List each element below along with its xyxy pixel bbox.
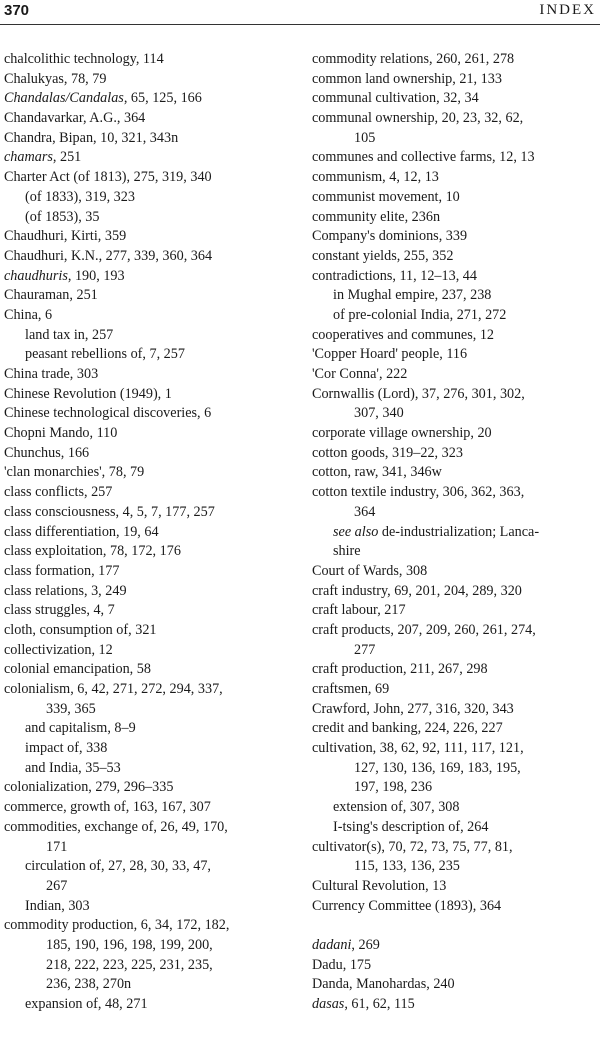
index-entry: see also de-industrialization; Lanca- [333, 523, 540, 540]
index-entry: communism, 4, 12, 13 [312, 169, 439, 186]
index-entry: China trade, 303 [4, 366, 99, 382]
index-entry: craftsmen, 69 [312, 681, 390, 697]
index-entry: Chunchus, 166 [4, 444, 90, 461]
index-entry: craft industry, 69, 201, 204, 289, 320 [312, 582, 522, 599]
index-entry: colonialism, 6, 42, 271, 272, 294, 337, [4, 681, 223, 697]
index-entry: Cultural Revolution, 13 [312, 877, 447, 894]
index-entry: colonialization, 279, 296–335 [4, 779, 174, 796]
index-entry: community elite, 236n [312, 208, 441, 225]
index-entry: 'Cor Conna', 222 [312, 366, 408, 382]
index-entry: and capitalism, 8–9 [25, 720, 136, 737]
index-entry: 218, 222, 223, 225, 231, 235, [46, 956, 213, 973]
index-entry: 339, 365 [46, 700, 96, 717]
blank-line [312, 916, 598, 936]
index-entry: Chalukyas, 78, 79 [4, 70, 107, 87]
running-head: INDEX [539, 2, 596, 18]
index-entry: China, 6 [4, 306, 53, 323]
index-entry: of pre-colonial India, 271, 272 [333, 306, 507, 323]
index-entry: chaudhuris, 190, 193 [4, 267, 125, 284]
index-entry: communal ownership, 20, 23, 32, 62, [312, 110, 524, 127]
index-entry: Currency Committee (1893), 364 [312, 897, 502, 914]
index-entry: Indian, 303 [25, 897, 90, 914]
index-entry: (of 1833), 319, 323 [25, 188, 135, 205]
index-entry: cotton goods, 319–22, 323 [312, 444, 463, 461]
index-entry: Chopni Mando, 110 [4, 425, 118, 442]
index-column-left [4, 50, 294, 1015]
index-entry: Danda, Manohardas, 240 [312, 976, 455, 993]
index-entry: 277 [354, 641, 376, 658]
index-entry: common land ownership, 21, 133 [312, 70, 502, 87]
index-entry: Chinese Revolution (1949), 1 [4, 385, 172, 402]
index-entry: 197, 198, 236 [354, 779, 433, 796]
index-entry: circulation of, 27, 28, 30, 33, 47, [25, 858, 211, 875]
index-entry: Chandavarkar, A.G., 364 [4, 110, 146, 127]
index-entry: Dadu, 175 [312, 956, 372, 973]
index-entry: commodities, exchange of, 26, 49, 170, [4, 818, 228, 835]
index-entry: cultivation, 38, 62, 92, 111, 117, 121, [312, 740, 524, 757]
index-entry: dasas, 61, 62, 115 [312, 996, 415, 1012]
index-entry: Cornwallis (Lord), 37, 276, 301, 302, [312, 385, 525, 402]
index-entry: class formation, 177 [4, 562, 120, 579]
index-entry: communist movement, 10 [312, 188, 460, 205]
index-entry: 127, 130, 136, 169, 183, 195, [354, 759, 521, 776]
index-entry: commodity relations, 260, 261, 278 [312, 51, 515, 67]
index-entry: corporate village ownership, 20 [312, 425, 492, 442]
index-entry: collectivization, 12 [4, 641, 113, 658]
index-entry: 171 [46, 838, 68, 855]
index-entry: dadani, 269 [312, 936, 380, 953]
index-entry: cloth, consumption of, 321 [4, 621, 157, 638]
index-entry: class struggles, 4, 7 [4, 602, 115, 619]
index-column-right [312, 50, 598, 1015]
index-entry: craft production, 211, 267, 298 [312, 661, 488, 678]
index-entry: commodity production, 6, 34, 172, 182, [4, 917, 230, 934]
index-entry: 185, 190, 196, 198, 199, 200, [46, 936, 213, 953]
index-entry: Chaudhuri, K.N., 277, 339, 360, 364 [4, 247, 213, 264]
index-entry: impact of, 338 [25, 740, 108, 757]
index-entry: and India, 35–53 [25, 759, 121, 776]
index-entry: peasant rebellions of, 7, 257 [25, 346, 185, 363]
index-entry: chamars, 251 [4, 149, 82, 166]
index-entry: shire [333, 543, 361, 560]
index-entry: communes and collective farms, 12, 13 [312, 149, 535, 166]
index-entry: (of 1853), 35 [25, 208, 100, 225]
index-entry: Company's dominions, 339 [312, 228, 468, 245]
index-entry: credit and banking, 224, 226, 227 [312, 720, 503, 737]
index-entry: 267 [46, 877, 68, 894]
index-entry: extension of, 307, 308 [333, 799, 460, 816]
index-entry: Chinese technological discoveries, 6 [4, 405, 212, 422]
index-entry: class differentiation, 19, 64 [4, 523, 159, 540]
index-entry: cultivator(s), 70, 72, 73, 75, 77, 81, [312, 838, 513, 855]
index-entry: expansion of, 48, 271 [25, 996, 148, 1012]
index-entry: constant yields, 255, 352 [312, 247, 454, 264]
index-entry: class consciousness, 4, 5, 7, 177, 257 [4, 503, 215, 520]
index-entry: Chauraman, 251 [4, 287, 98, 304]
header-rule [0, 24, 600, 25]
index-entry: class exploitation, 78, 172, 176 [4, 543, 181, 560]
index-entry: I-tsing's description of, 264 [333, 818, 489, 835]
index-entry: 'clan monarchies', 78, 79 [4, 464, 145, 481]
index-entry: 105 [354, 129, 376, 146]
index-entry: Chaudhuri, Kirti, 359 [4, 228, 127, 245]
index-entry: 364 [354, 503, 376, 520]
index-entry: craft products, 207, 209, 260, 261, 274, [312, 621, 536, 638]
index-entry: communal cultivation, 32, 34 [312, 90, 479, 107]
index-entry: class conflicts, 257 [4, 484, 113, 501]
index-entry: land tax in, 257 [25, 326, 114, 343]
index-entry: Chandra, Bipan, 10, 321, 343n [4, 129, 179, 146]
index-entry: Court of Wards, 308 [312, 562, 428, 579]
index-entry: 307, 340 [354, 405, 404, 422]
index-entry: Crawford, John, 277, 316, 320, 343 [312, 700, 514, 717]
index-entry: Chandalas/Candalas, 65, 125, 166 [4, 90, 202, 107]
index-entry: contradictions, 11, 12–13, 44 [312, 267, 477, 284]
index-entry: chalcolithic technology, 114 [4, 51, 164, 67]
index-entry: craft labour, 217 [312, 602, 406, 619]
index-entry: Charter Act (of 1813), 275, 319, 340 [4, 169, 212, 186]
page-number: 370 [4, 2, 30, 19]
index-entry: colonial emancipation, 58 [4, 661, 151, 678]
index-entry: 'Copper Hoard' people, 116 [312, 346, 468, 363]
index-entry: in Mughal empire, 237, 238 [333, 287, 492, 304]
index-entry: 115, 133, 136, 235 [354, 858, 460, 875]
index-entry: class relations, 3, 249 [4, 582, 127, 599]
page-header [0, 2, 600, 24]
index-entry: cooperatives and communes, 12 [312, 326, 495, 343]
index-entry: commerce, growth of, 163, 167, 307 [4, 799, 211, 816]
index-entry: cotton textile industry, 306, 362, 363, [312, 484, 525, 501]
index-entry: cotton, raw, 341, 346w [312, 464, 442, 481]
index-entry: 236, 238, 270n [46, 976, 132, 993]
